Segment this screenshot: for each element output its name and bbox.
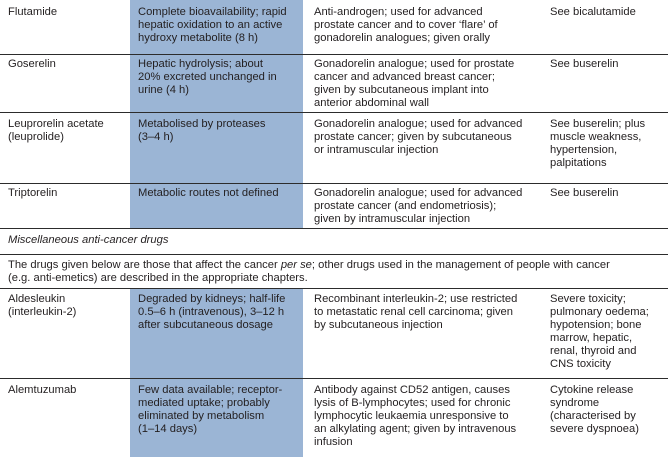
uses-cell: Antibody against CD52 antigen, causes lysis of B-lymphocytes; used for chronic lymphocytic leukaemia unresponsive to an alkylating agent; given by intravenous infusion xyxy=(314,384,517,448)
pharmacokinetics-cell: Complete bioavailability; rapid hepatic oxidation to an active hydroxy metabolite (8 h) xyxy=(138,6,287,44)
uses-cell: Anti-androgen; used for advanced prostate cancer and to cover ‘flare’ of gonadorelin analogues; given orally xyxy=(314,6,498,44)
drug-name-cell: Aldesleukin (interleukin-2) xyxy=(8,293,77,318)
row-divider xyxy=(0,378,668,379)
adverse-effects-cell: See buserelin xyxy=(550,187,619,199)
row-divider xyxy=(0,183,668,184)
drug-name-cell: Triptorelin xyxy=(8,187,58,199)
uses-cell: Recombinant interleukin-2; use restricted to metastatic renal cell carcinoma; given by subcutaneous injection xyxy=(314,293,518,331)
row-divider xyxy=(0,54,668,55)
section-note: The drugs given below are those that affect the cancer per se; other drugs used in the management of people with cancer (e.g. anti-emetics) are described in the appropriate chapters. xyxy=(8,259,610,284)
uses-cell: Gonadorelin analogue; used for advanced prostate cancer; given by subcutaneous or intramuscular injection xyxy=(314,118,523,156)
uses-cell: Gonadorelin analogue; used for prostate cancer and advanced breast cancer; given by subcutaneous implant into anterior abdominal wall xyxy=(314,58,515,109)
pharmacokinetics-cell: Degraded by kidneys; half-life 0.5–6 h (intravenous), 3–12 h after subcutaneous dosage xyxy=(138,293,286,331)
drug-name-cell: Leuprorelin acetate (leuprolide) xyxy=(8,118,104,143)
pharmacokinetics-cell: Metabolised by proteases (3–4 h) xyxy=(138,118,266,143)
section-heading: Miscellaneous anti-cancer drugs xyxy=(8,234,169,246)
uses-cell: Gonadorelin analogue; used for advanced prostate cancer (and endometriosis); given by intramuscular injection xyxy=(314,187,523,225)
pharmacokinetics-cell: Few data available; receptor- mediated uptake; probably eliminated by metabolism (1–14 days) xyxy=(138,384,283,435)
row-divider xyxy=(0,228,668,229)
adverse-effects-cell: Cytokine release syndrome (characterised by severe dyspnoea) xyxy=(550,384,639,435)
row-divider xyxy=(0,254,668,255)
drug-name-cell: Goserelin xyxy=(8,58,56,70)
adverse-effects-cell: Severe toxicity; pulmonary oedema; hypotension; bone marrow, hepatic, renal, thyroid and CNS toxicity xyxy=(550,293,649,370)
drug-name-cell: Flutamide xyxy=(8,6,58,18)
pharmacokinetics-cell: Metabolic routes not defined xyxy=(138,187,279,199)
adverse-effects-cell: See bicalutamide xyxy=(550,6,636,18)
adverse-effects-cell: See buserelin; plus muscle weakness, hypertension, palpitations xyxy=(550,118,646,169)
adverse-effects-cell: See buserelin xyxy=(550,58,619,70)
row-divider xyxy=(0,112,668,113)
drug-name-cell: Alemtuzumab xyxy=(8,384,77,396)
pharmacokinetics-cell: Hepatic hydrolysis; about 20% excreted unchanged in urine (4 h) xyxy=(138,58,277,96)
row-divider xyxy=(0,288,668,289)
